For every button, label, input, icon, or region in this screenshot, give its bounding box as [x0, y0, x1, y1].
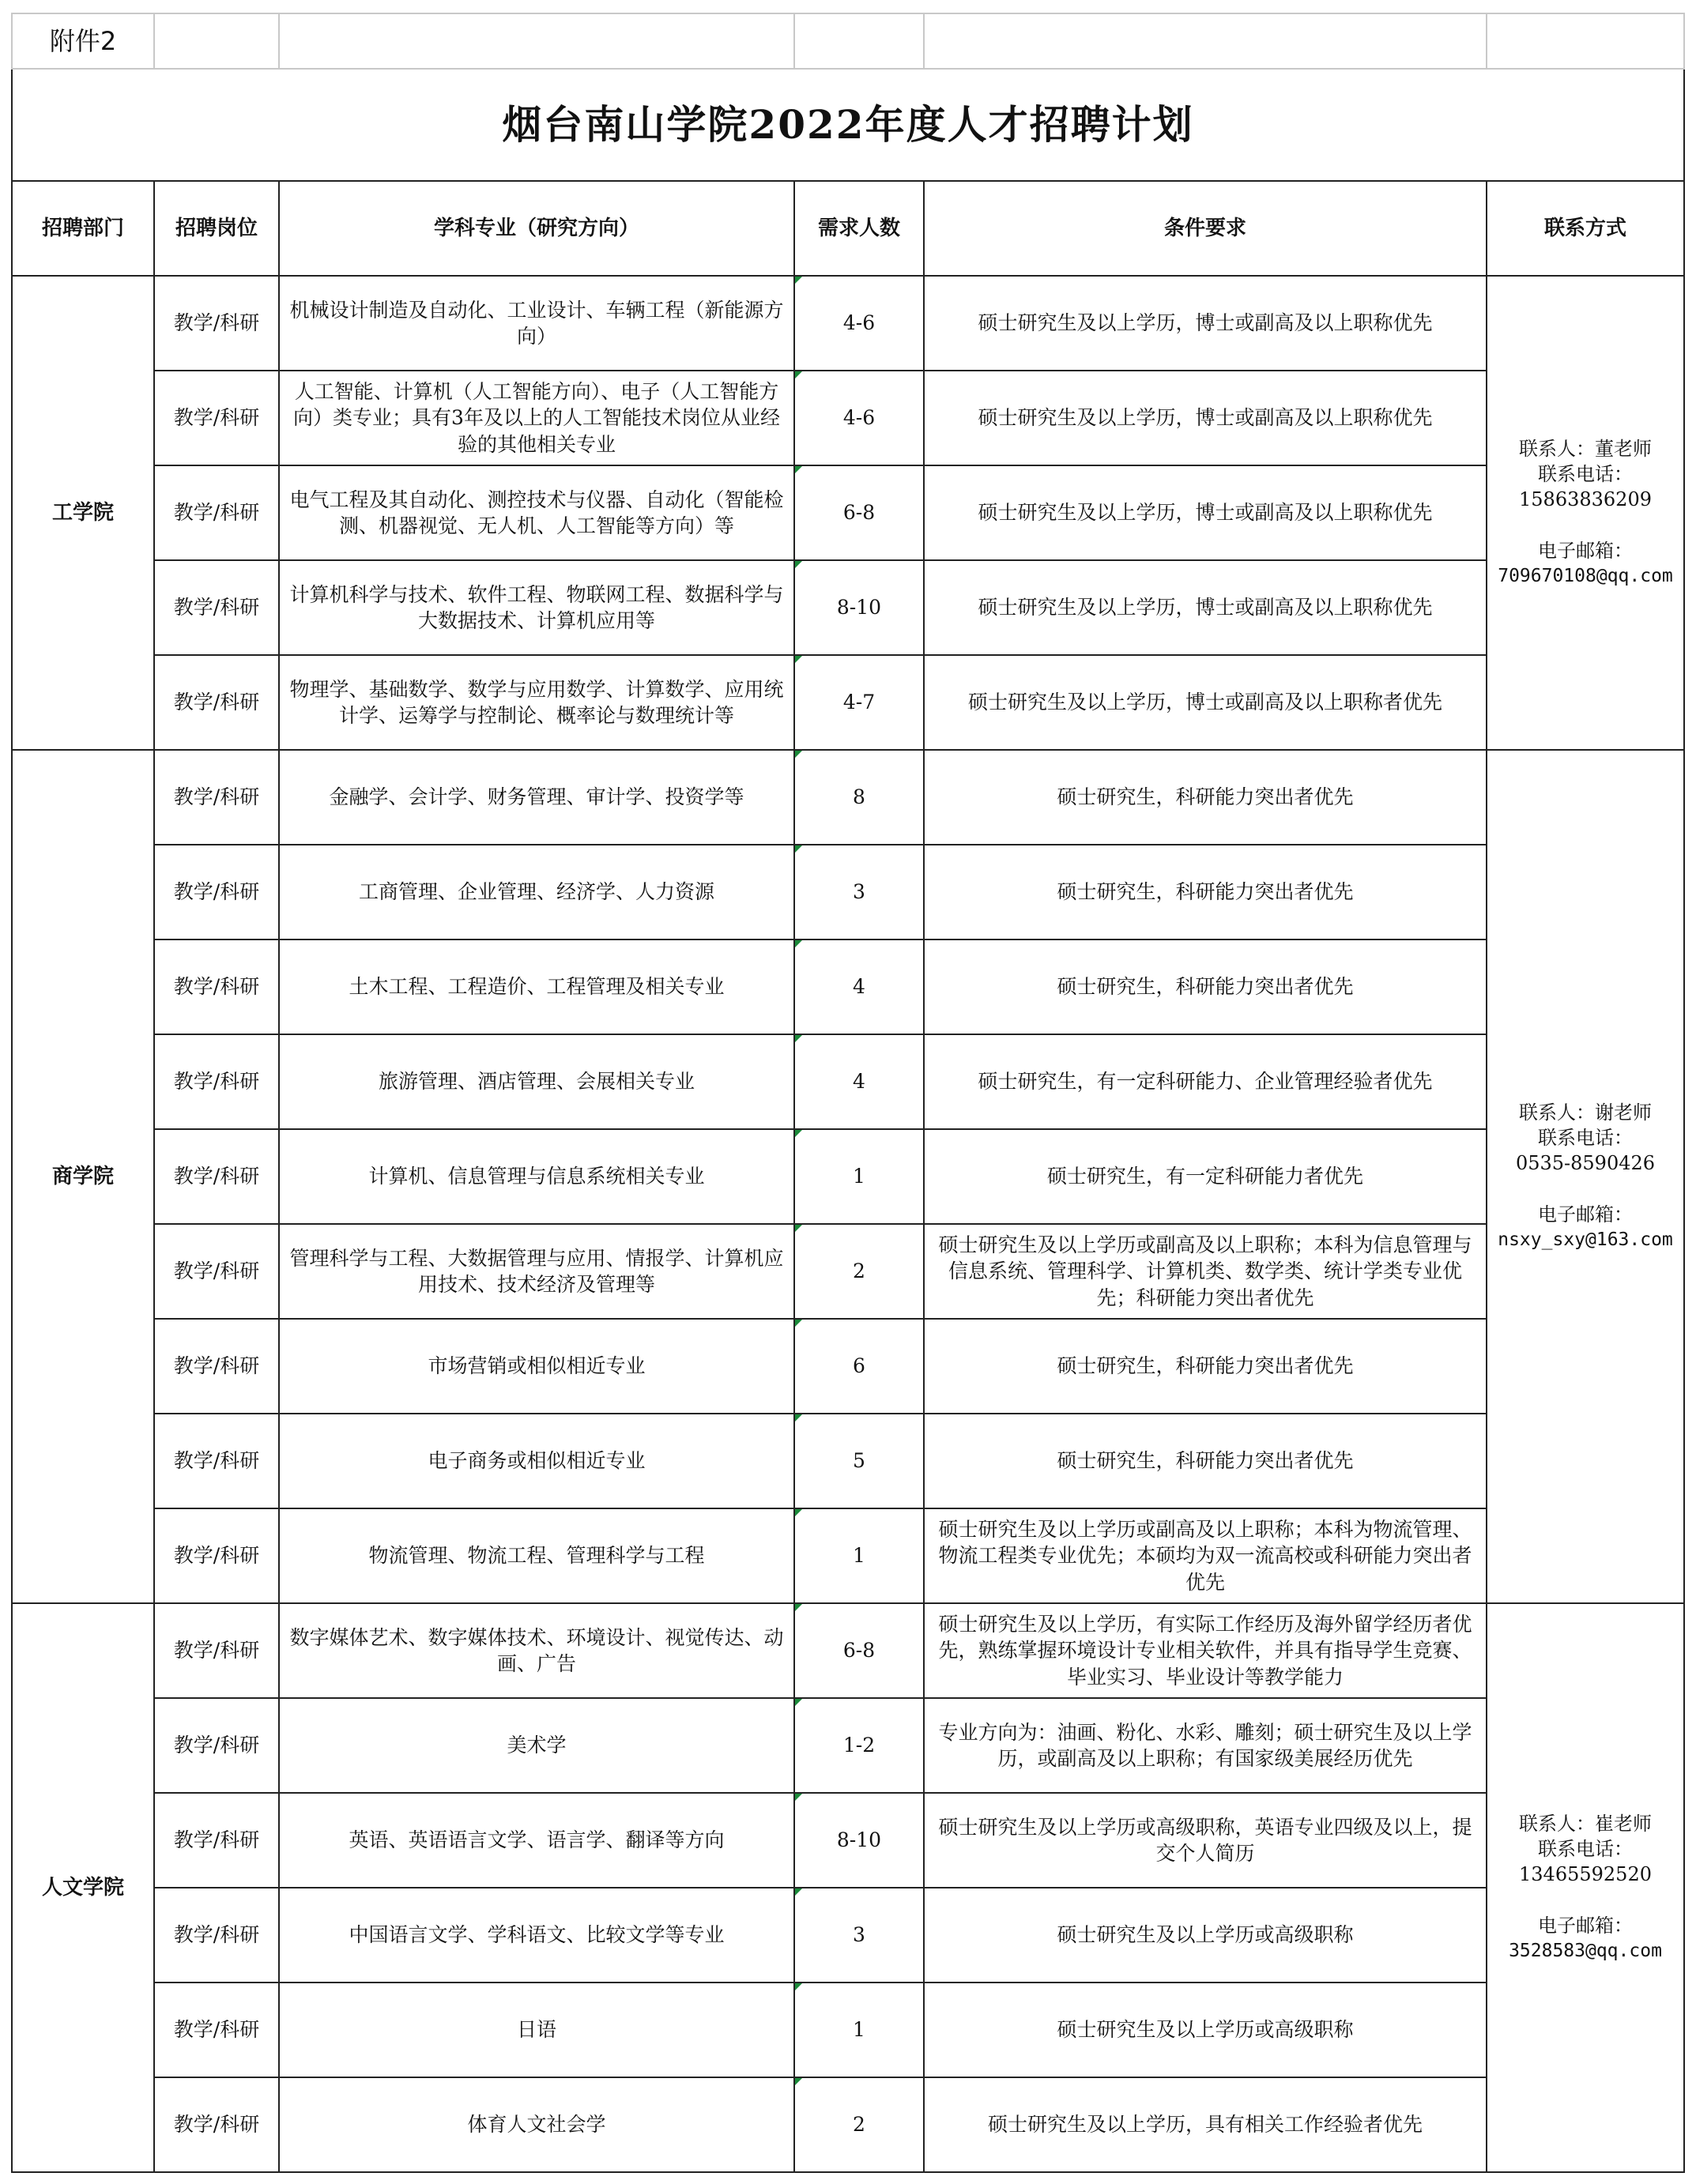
contact-phone: 13465592520	[1519, 1863, 1652, 1886]
table-row	[12, 1983, 1684, 2077]
position-cell: 教学/科研	[154, 371, 279, 465]
major-cell: 电子商务或相似相近专业	[279, 1414, 794, 1508]
major-cell: 机械设计制造及自动化、工业设计、车辆工程（新能源方向）	[279, 276, 794, 371]
table-row	[12, 750, 1684, 845]
table-row	[12, 655, 1684, 750]
count-cell: 4	[794, 1034, 924, 1129]
position-cell: 教学/科研	[154, 2077, 279, 2172]
table-row	[12, 1888, 1684, 1983]
spacer	[1492, 1177, 1679, 1203]
major-cell: 金融学、会计学、财务管理、审计学、投资学等	[279, 750, 794, 845]
requirement-cell: 硕士研究生，科研能力突出者优先	[924, 1319, 1487, 1414]
count-cell: 1	[794, 1129, 924, 1224]
table-row	[12, 939, 1684, 1034]
attachment-label: 附件2	[12, 13, 154, 69]
position-cell: 教学/科研	[154, 465, 279, 560]
position-cell: 教学/科研	[154, 845, 279, 939]
major-cell: 计算机科学与技术、软件工程、物联网工程、数据科学与大数据技术、计算机应用等	[279, 560, 794, 655]
table-row	[12, 276, 1684, 371]
requirement-cell: 硕士研究生及以上学历，博士或副高及以上职称优先	[924, 371, 1487, 465]
requirement-cell: 硕士研究生，有一定科研能力者优先	[924, 1129, 1487, 1224]
header-major: 学科专业（研究方向）	[279, 181, 794, 276]
contact-cell	[1487, 276, 1684, 750]
contact-phone: 15863836209	[1519, 488, 1652, 511]
empty-cell	[1487, 13, 1684, 69]
header-count: 需求人数	[794, 181, 924, 276]
requirement-cell: 硕士研究生及以上学历或高级职称，英语专业四级及以上，提交个人简历	[924, 1793, 1487, 1888]
table-row	[12, 465, 1684, 560]
table-row	[12, 2077, 1684, 2172]
position-cell: 教学/科研	[154, 560, 279, 655]
major-cell: 物理学、基础数学、数学与应用数学、计算数学、应用统计学、运筹学与控制论、概率论与数理统计等	[279, 655, 794, 750]
requirement-cell: 硕士研究生及以上学历或高级职称	[924, 1983, 1487, 2077]
contact-email-label: 电子邮箱：	[1538, 540, 1633, 563]
major-cell: 中国语言文学、学科语文、比较文学等专业	[279, 1888, 794, 1983]
requirement-cell: 硕士研究生及以上学历或副高及以上职称；本科为物流管理、物流工程类专业优先；本硕均为双一流高校或科研能力突出者优先	[924, 1508, 1487, 1603]
requirement-cell: 硕士研究生及以上学历，博士或副高及以上职称优先	[924, 465, 1487, 560]
major-cell: 旅游管理、酒店管理、会展相关专业	[279, 1034, 794, 1129]
major-cell: 管理科学与工程、大数据管理与应用、情报学、计算机应用技术、技术经济及管理等	[279, 1224, 794, 1319]
position-cell: 教学/科研	[154, 1793, 279, 1888]
position-cell: 教学/科研	[154, 1414, 279, 1508]
table-row	[12, 1603, 1684, 1698]
table-row	[12, 560, 1684, 655]
major-cell: 英语、英语语言文学、语言学、翻译等方向	[279, 1793, 794, 1888]
spacer	[1492, 513, 1679, 539]
position-cell: 教学/科研	[154, 1129, 279, 1224]
major-cell: 物流管理、物流工程、管理科学与工程	[279, 1508, 794, 1603]
empty-cell	[154, 13, 279, 69]
count-cell: 5	[794, 1414, 924, 1508]
count-cell: 6-8	[794, 1603, 924, 1698]
count-cell: 8	[794, 750, 924, 845]
contact-phone-label: 联系电话：	[1538, 1838, 1633, 1861]
requirement-cell: 硕士研究生，科研能力突出者优先	[924, 845, 1487, 939]
requirement-cell: 硕士研究生及以上学历或高级职称	[924, 1888, 1487, 1983]
count-cell: 6-8	[794, 465, 924, 560]
position-cell: 教学/科研	[154, 655, 279, 750]
table-row	[12, 845, 1684, 939]
header-position: 招聘岗位	[154, 181, 279, 276]
major-cell: 工商管理、企业管理、经济学、人力资源	[279, 845, 794, 939]
requirement-cell: 硕士研究生，有一定科研能力、企业管理经验者优先	[924, 1034, 1487, 1129]
position-cell: 教学/科研	[154, 1224, 279, 1319]
title-row	[12, 69, 1684, 181]
position-cell: 教学/科研	[154, 1508, 279, 1603]
contact-cell	[1487, 750, 1684, 1603]
table-row	[12, 1129, 1684, 1224]
empty-cell	[924, 13, 1487, 69]
spacer	[1492, 1888, 1679, 1914]
position-cell: 教学/科研	[154, 750, 279, 845]
count-cell: 6	[794, 1319, 924, 1414]
count-cell: 1-2	[794, 1698, 924, 1793]
header-contact: 联系方式	[1487, 181, 1684, 276]
count-cell: 3	[794, 1888, 924, 1983]
count-cell: 1	[794, 1983, 924, 2077]
header-row	[12, 181, 1684, 276]
header-requirement: 条件要求	[924, 181, 1487, 276]
count-cell: 8-10	[794, 560, 924, 655]
major-cell: 电气工程及其自动化、测控技术与仪器、自动化（智能检测、机器视觉、无人机、人工智能等方向）等	[279, 465, 794, 560]
department-cell: 商学院	[12, 750, 154, 1603]
table-row	[12, 371, 1684, 465]
page-title: 烟台南山学院2022年度人才招聘计划	[12, 69, 1684, 181]
table-row	[12, 1793, 1684, 1888]
count-cell: 2	[794, 1224, 924, 1319]
position-cell: 教学/科研	[154, 1698, 279, 1793]
contact-email: 709670108@qq.com	[1498, 566, 1673, 587]
requirement-cell: 硕士研究生及以上学历或副高及以上职称；本科为信息管理与信息系统、管理科学、计算机类、数学类、统计学类专业优先；科研能力突出者优先	[924, 1224, 1487, 1319]
position-cell: 教学/科研	[154, 1888, 279, 1983]
contact-phone-label: 联系电话：	[1538, 1127, 1633, 1150]
position-cell: 教学/科研	[154, 939, 279, 1034]
major-cell: 日语	[279, 1983, 794, 2077]
table-row	[12, 1698, 1684, 1793]
requirement-cell: 硕士研究生，科研能力突出者优先	[924, 750, 1487, 845]
requirement-cell: 专业方向为：油画、粉化、水彩、雕刻；硕士研究生及以上学历，或副高及以上职称；有国家级美展经历优先	[924, 1698, 1487, 1793]
header-department: 招聘部门	[12, 181, 154, 276]
major-cell: 美术学	[279, 1698, 794, 1793]
empty-cell	[794, 13, 924, 69]
table-row	[12, 1034, 1684, 1129]
major-cell: 计算机、信息管理与信息系统相关专业	[279, 1129, 794, 1224]
table-row	[12, 1319, 1684, 1414]
department-cell: 工学院	[12, 276, 154, 750]
requirement-cell: 硕士研究生及以上学历，博士或副高及以上职称者优先	[924, 655, 1487, 750]
count-cell: 8-10	[794, 1793, 924, 1888]
contact-cell	[1487, 1603, 1684, 2172]
department-cell: 人文学院	[12, 1603, 154, 2172]
contact-email-label: 电子邮箱：	[1538, 1915, 1633, 1937]
major-cell: 土木工程、工程造价、工程管理及相关专业	[279, 939, 794, 1034]
count-cell: 4-7	[794, 655, 924, 750]
attachment-row	[12, 13, 1684, 69]
major-cell: 人工智能、计算机（人工智能方向）、电子（人工智能方向）类专业；具有3年及以上的人工智能技术岗位从业经验的其他相关专业	[279, 371, 794, 465]
position-cell: 教学/科研	[154, 1319, 279, 1414]
table-row	[12, 1224, 1684, 1319]
requirement-cell: 硕士研究生及以上学历，具有相关工作经验者优先	[924, 2077, 1487, 2172]
position-cell: 教学/科研	[154, 1603, 279, 1698]
requirement-cell: 硕士研究生及以上学历，博士或副高及以上职称优先	[924, 560, 1487, 655]
contact-person: 联系人：崔老师	[1519, 1813, 1652, 1836]
contact-email: 3528583@qq.com	[1509, 1941, 1662, 1962]
count-cell: 4-6	[794, 276, 924, 371]
count-cell: 4	[794, 939, 924, 1034]
contact-email: nsxy_sxy@163.com	[1498, 1229, 1673, 1251]
contact-email-label: 电子邮箱：	[1538, 1203, 1633, 1226]
table-row	[12, 1414, 1684, 1508]
position-cell: 教学/科研	[154, 1983, 279, 2077]
major-cell: 市场营销或相似相近专业	[279, 1319, 794, 1414]
count-cell: 1	[794, 1508, 924, 1603]
count-cell: 2	[794, 2077, 924, 2172]
table-row	[12, 1508, 1684, 1603]
contact-person: 联系人：谢老师	[1519, 1101, 1652, 1124]
position-cell: 教学/科研	[154, 276, 279, 371]
contact-phone-label: 联系电话：	[1538, 463, 1633, 486]
count-cell: 3	[794, 845, 924, 939]
requirement-cell: 硕士研究生，科研能力突出者优先	[924, 939, 1487, 1034]
position-cell: 教学/科研	[154, 1034, 279, 1129]
contact-phone: 0535-8590426	[1515, 1152, 1656, 1175]
major-cell: 体育人文社会学	[279, 2077, 794, 2172]
count-cell: 4-6	[794, 371, 924, 465]
requirement-cell: 硕士研究生，科研能力突出者优先	[924, 1414, 1487, 1508]
empty-cell	[279, 13, 794, 69]
requirement-cell: 硕士研究生及以上学历，有实际工作经历及海外留学经历者优先，熟练掌握环境设计专业相关软件，并具有指导学生竞赛、毕业实习、毕业设计等教学能力	[924, 1603, 1487, 1698]
major-cell: 数字媒体艺术、数字媒体技术、环境设计、视觉传达、动画、广告	[279, 1603, 794, 1698]
requirement-cell: 硕士研究生及以上学历，博士或副高及以上职称优先	[924, 276, 1487, 371]
recruitment-plan-table	[11, 13, 1685, 2173]
contact-person: 联系人：董老师	[1519, 438, 1652, 461]
